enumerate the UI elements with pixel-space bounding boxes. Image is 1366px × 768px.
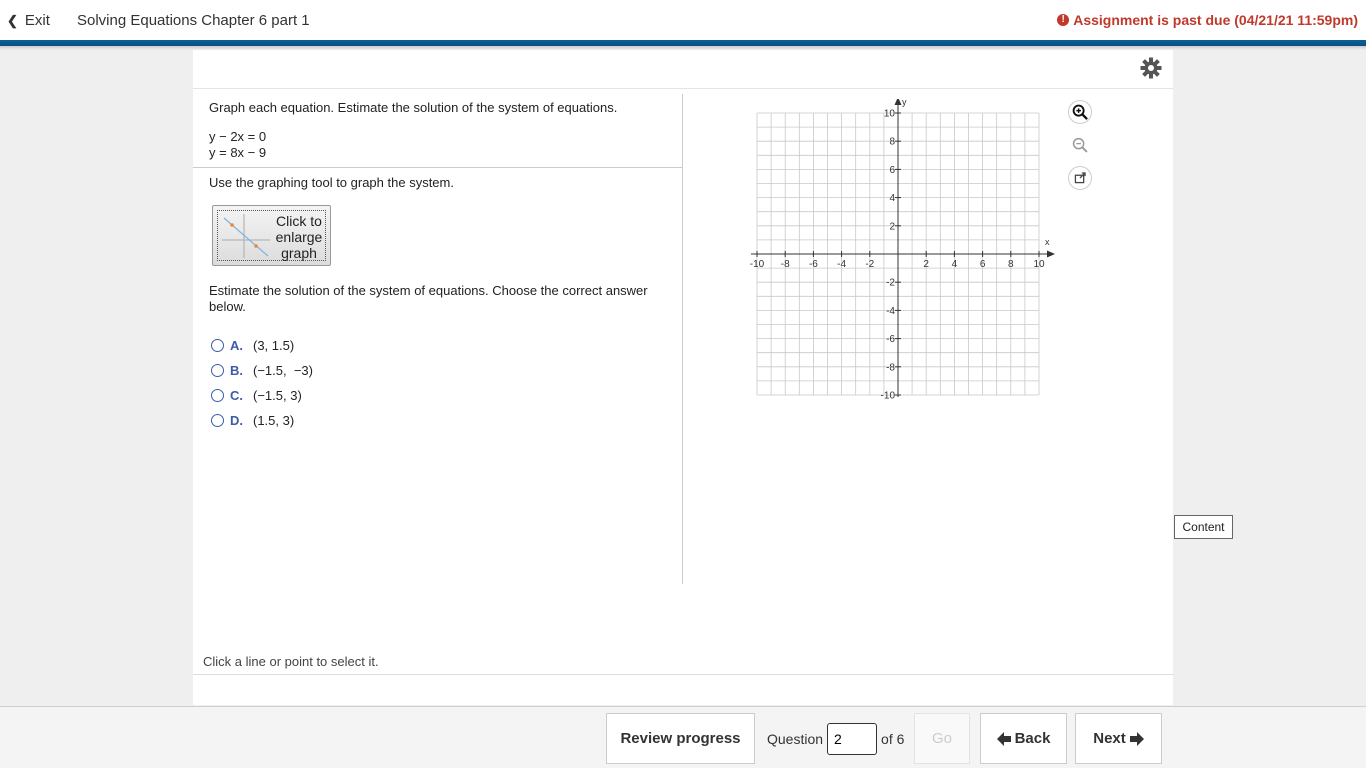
popout-icon[interactable] <box>1068 166 1092 190</box>
card-bottom-divider <box>193 674 1173 675</box>
y-tick-label: 2 <box>889 221 895 233</box>
y-tick-label: -10 <box>880 390 895 402</box>
x-tick-label: 6 <box>979 259 986 270</box>
y-tick-label: 6 <box>889 164 895 176</box>
back-label: Back <box>1014 730 1051 747</box>
question-card <box>193 50 1173 705</box>
exit-button[interactable] <box>7 12 50 29</box>
choice-letter: C. <box>230 387 243 403</box>
equation-1: y − 2x = 0 <box>209 129 267 144</box>
choice-b[interactable] <box>211 361 313 379</box>
x-tick-label: -2 <box>865 259 875 270</box>
x-tick-label: 4 <box>951 259 958 270</box>
assignment-title: Solving Equations Chapter 6 part 1 <box>77 12 310 29</box>
estimate-prompt: Estimate the solution of the system of equations. Choose the correct answer below. <box>209 283 648 314</box>
top-header <box>0 0 1366 40</box>
question-number-input[interactable] <box>827 723 877 755</box>
choice-text: (−1.5, 3) <box>253 387 302 403</box>
y-tick-label: 4 <box>889 193 895 205</box>
choice-a[interactable] <box>211 336 294 354</box>
question-total: of 6 <box>881 730 905 747</box>
enlarge-button-frame <box>217 210 326 261</box>
choice-c[interactable] <box>211 386 302 404</box>
choice-letter: A. <box>230 337 243 353</box>
radio-button[interactable] <box>211 364 224 377</box>
y-tick-label: -6 <box>886 334 895 346</box>
x-tick-label: -8 <box>780 259 790 270</box>
mini-graph-icon <box>222 214 270 258</box>
next-button[interactable] <box>1075 713 1162 764</box>
tool-instruction: Use the graphing tool to graph the system. <box>209 175 454 190</box>
choice-text: (1.5, 3) <box>253 412 295 428</box>
x-tick-label: 10 <box>1033 259 1045 270</box>
x-tick-label: -4 <box>837 259 847 270</box>
choice-letter: D. <box>230 412 243 428</box>
radio-button[interactable] <box>211 389 224 402</box>
question-pane <box>193 94 683 584</box>
alert-icon: ! <box>1057 14 1069 26</box>
gear-icon[interactable] <box>1139 56 1163 80</box>
x-tick-label: 8 <box>1008 259 1014 270</box>
go-button[interactable]: Go <box>914 713 970 764</box>
question-jump <box>756 713 914 764</box>
choice-text: (3, 1.5) <box>253 337 295 353</box>
chevron-left-icon: ❮ <box>7 12 18 28</box>
coordinate-grid[interactable] <box>743 99 1063 409</box>
enlarge-graph-label: Click to enlarge graph <box>275 213 323 261</box>
arrow-right-icon <box>1130 732 1144 746</box>
back-button[interactable] <box>980 713 1067 764</box>
question-label: Question <box>767 730 824 747</box>
equation-2: y = 8x − 9 <box>209 145 267 160</box>
radio-button[interactable] <box>211 414 224 427</box>
zoom-in-icon[interactable] <box>1068 100 1092 124</box>
enlarge-graph-button[interactable] <box>212 205 331 266</box>
y-axis-arrow <box>895 99 902 105</box>
radio-button[interactable] <box>211 339 224 352</box>
y-axis-label: y <box>902 99 907 107</box>
question-instruction: Graph each equation. Estimate the solution of the system of equations. <box>209 100 618 115</box>
y-tick-label: -2 <box>886 277 895 289</box>
question-separator <box>193 167 683 168</box>
past-due-text: Assignment is past due (04/21/21 11:59pm) <box>1073 12 1358 28</box>
zoom-out-icon[interactable] <box>1068 133 1092 157</box>
card-divider <box>193 88 1173 89</box>
x-tick-label: -10 <box>749 259 765 270</box>
graph-hint: Click a line or point to select it. <box>203 654 379 669</box>
arrow-left-icon <box>997 732 1011 746</box>
choice-text: (−1.5, −3) <box>253 362 313 378</box>
choice-d[interactable] <box>211 411 294 429</box>
past-due-notice <box>1057 12 1358 28</box>
review-progress-button[interactable]: Review progress <box>606 713 755 764</box>
footer-nav <box>0 706 1366 768</box>
y-tick-label: 10 <box>883 108 895 120</box>
x-axis-arrow <box>1047 251 1055 258</box>
x-axis-label: x <box>1045 237 1050 247</box>
x-tick-label: -6 <box>808 259 818 270</box>
y-tick-label: -4 <box>886 305 895 317</box>
next-label: Next <box>1093 730 1126 747</box>
y-tick-label: -8 <box>886 362 895 374</box>
content-tab[interactable]: Content <box>1174 515 1233 539</box>
x-tick-label: 2 <box>923 259 929 270</box>
exit-label: Exit <box>24 12 50 29</box>
choice-letter: B. <box>230 362 243 378</box>
graph-pane <box>683 94 1173 584</box>
y-tick-label: 8 <box>889 136 895 148</box>
